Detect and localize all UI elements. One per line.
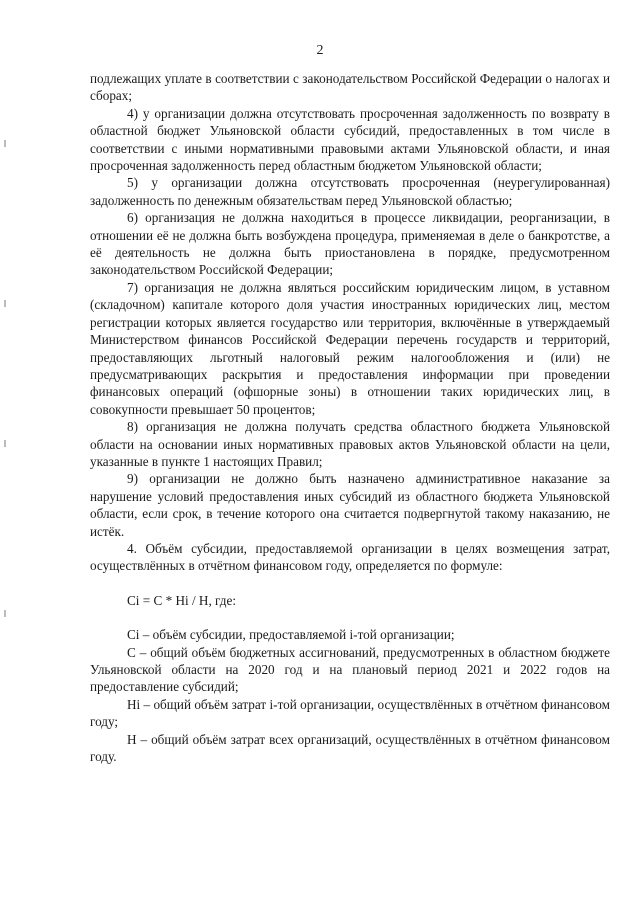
scan-edge-mark xyxy=(4,440,6,447)
definition-hi: Hi – общий объём затрат i-той организации, осуществлённых в отчётном финансовом году; xyxy=(90,696,610,730)
definition-ci: Ci – объём субсидии, предоставляемой i-той организации; xyxy=(127,627,455,643)
paragraph-item-7: 7) организация не должна являться российским юридическим лицом, в уставном (складочном) капитале которого доля участия иностранных юридических лиц, местом регистрации которых является государство или территория, включённые в утверждаемый Министерством финансов Российской Федерации перечень государств и территорий, предоставляющих льготный налоговый режим налогообложения и (или) не предусматривающих раскрытия и предоставления информации при проведении финансовых операций (офшорные зоны) в отношении таких юридических лиц, в совокупности превышает 50 процентов; xyxy=(90,279,610,417)
scan-edge-mark xyxy=(4,610,6,617)
formula: Ci = C * Hi / H, где: xyxy=(127,592,237,608)
page-number: 2 xyxy=(316,43,324,58)
paragraph-item-5: 5) у организации должна отсутствовать просроченная (неурегулированная) задолженность по денежным обязательствам перед Ульяновской областью; xyxy=(90,175,610,208)
scan-edge-mark xyxy=(4,300,6,307)
definition-c: C – общий объём бюджетных ассигнований, предусмотренных в областном бюджете Ульяновской области на 2020 год и на плановый период 2021 и 2022 годов на предоставление субсидий; xyxy=(90,644,610,695)
paragraph-item-9: 9) организации не должно быть назначено административное наказание за нарушение условий предоставления иных субсидий из областного бюджета Ульяновской области, если срок, в течение которого она считается подвергнутой такому наказанию, не истёк. xyxy=(90,471,610,539)
scan-edge-mark xyxy=(4,140,6,147)
definition-h: H – общий объём затрат всех организаций, осуществлённых в отчётном финансовом году. xyxy=(90,731,610,765)
paragraph-item-4: 4) у организации должна отсутствовать просроченная задолженность по возврату в областной бюджет Ульяновской области субсидий, предоставленных в том числе в соответствии с иными нормативными правовыми актами Ульяновской области, и иная просроченная задолженность перед областным бюджетом Ульяновской области; xyxy=(90,105,610,174)
paragraph-continuation: подлежащих уплате в соответствии с законодательством Российской Федерации о налогах и сборах; xyxy=(90,71,610,104)
paragraph-item-8: 8) организация не должна получать средства областного бюджета Ульяновской области на основании иных нормативных правовых актов Ульяновской области на цели, указанные в пункте 1 настоящих Правил; xyxy=(90,419,610,469)
paragraph-section-4: 4. Объём субсидии, предоставляемой организации в целях возмещения затрат, осуществлённых в отчётном финансовом году, определяется по формуле: xyxy=(90,540,610,574)
document-body xyxy=(90,70,610,765)
paragraph-item-6: 6) организация не должна находиться в процессе ликвидации, реорганизации, в отношении её не должна быть возбуждена процедура, применяемая в деле о банкротстве, а её деятельность не должна быть приостановлена в порядке, предусмотренном законодательством Российской Федерации; xyxy=(90,210,610,278)
